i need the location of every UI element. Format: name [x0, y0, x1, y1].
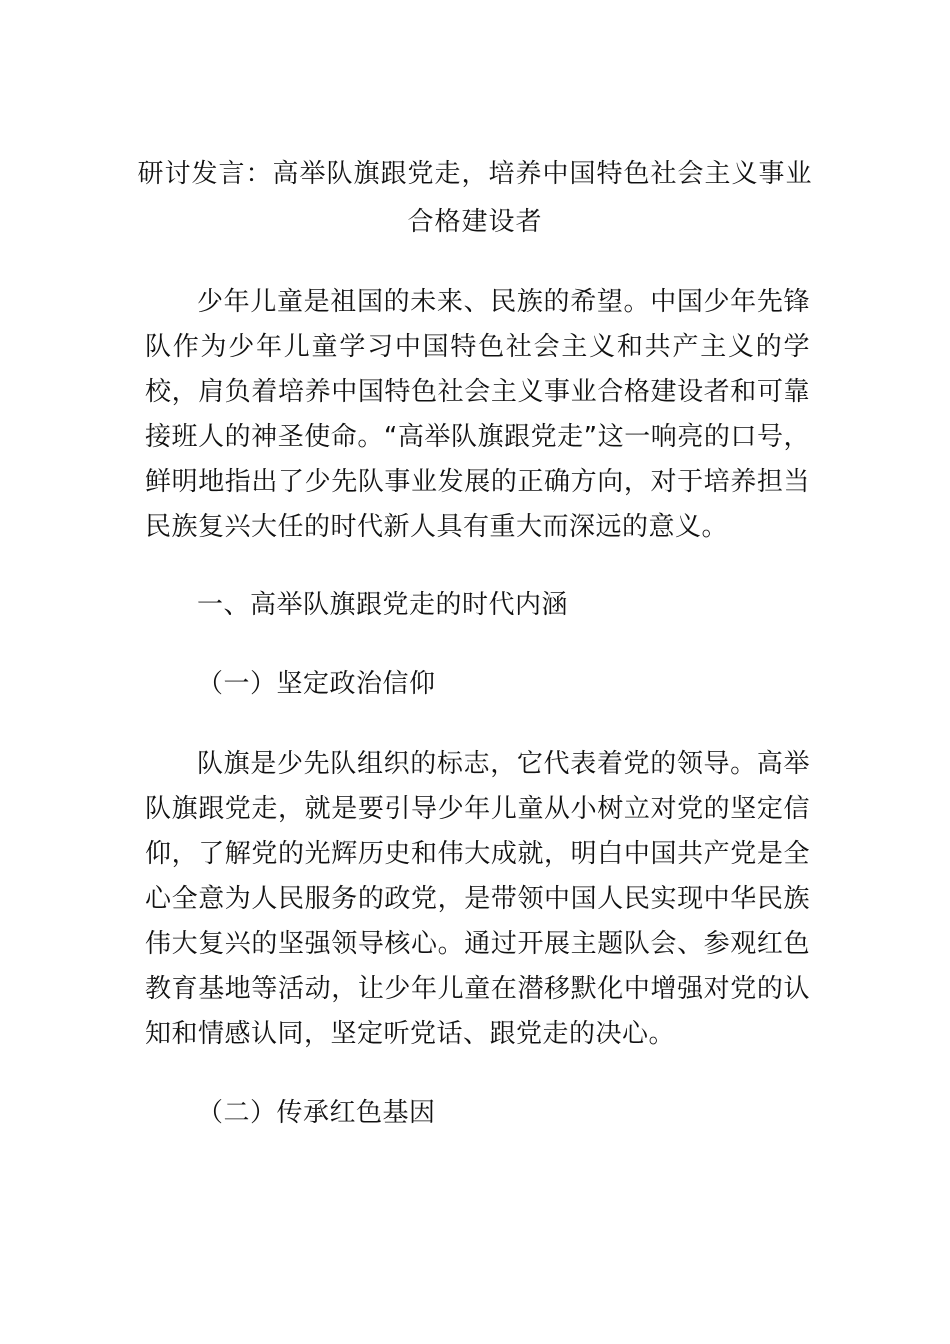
intro-paragraph: 少年儿童是祖国的未来、民族的希望。中国少年先锋队作为少年儿童学习中国特色社会主义和共产主义的学校，肩负着培养中国特色社会主义事业合格建设者和可靠接班人的神圣使命。“高举队旗跟党走”这一响亮的口号，鲜明地指出了少先队事业发展的正确方向，对于培养担当民族复兴大任的时代新人具有重大而深远的意义。 — [145, 287, 810, 542]
title-line-1: 研讨发言：高举队旗跟党走，培养中国特色社会主义事业 — [137, 159, 813, 189]
subsection-1-heading: （一）坚定政治信仰 — [197, 669, 436, 699]
section-1-heading: 一、高举队旗跟党走的时代内涵 — [197, 590, 569, 620]
subsection-1-body: 队旗是少先队组织的标志，它代表着党的领导。高举队旗跟党走，就是要引导少年儿童从小树立对党的坚定信仰，了解党的光辉历史和伟大成就，明白中国共产党是全心全意为人民服务的政党，是带领中国人民实现中华民族伟大复兴的坚强领导核心。通过开展主题队会、参观红色教育基地等活动，让少年儿童在潜移默化中增强对党的认知和情感认同，坚定听党话、跟党走的决心。 — [145, 749, 810, 1049]
document-title — [130, 150, 820, 246]
title-line-2: 合格建设者 — [407, 207, 543, 237]
subsection-2-heading: （二）传承红色基因 — [197, 1098, 436, 1128]
